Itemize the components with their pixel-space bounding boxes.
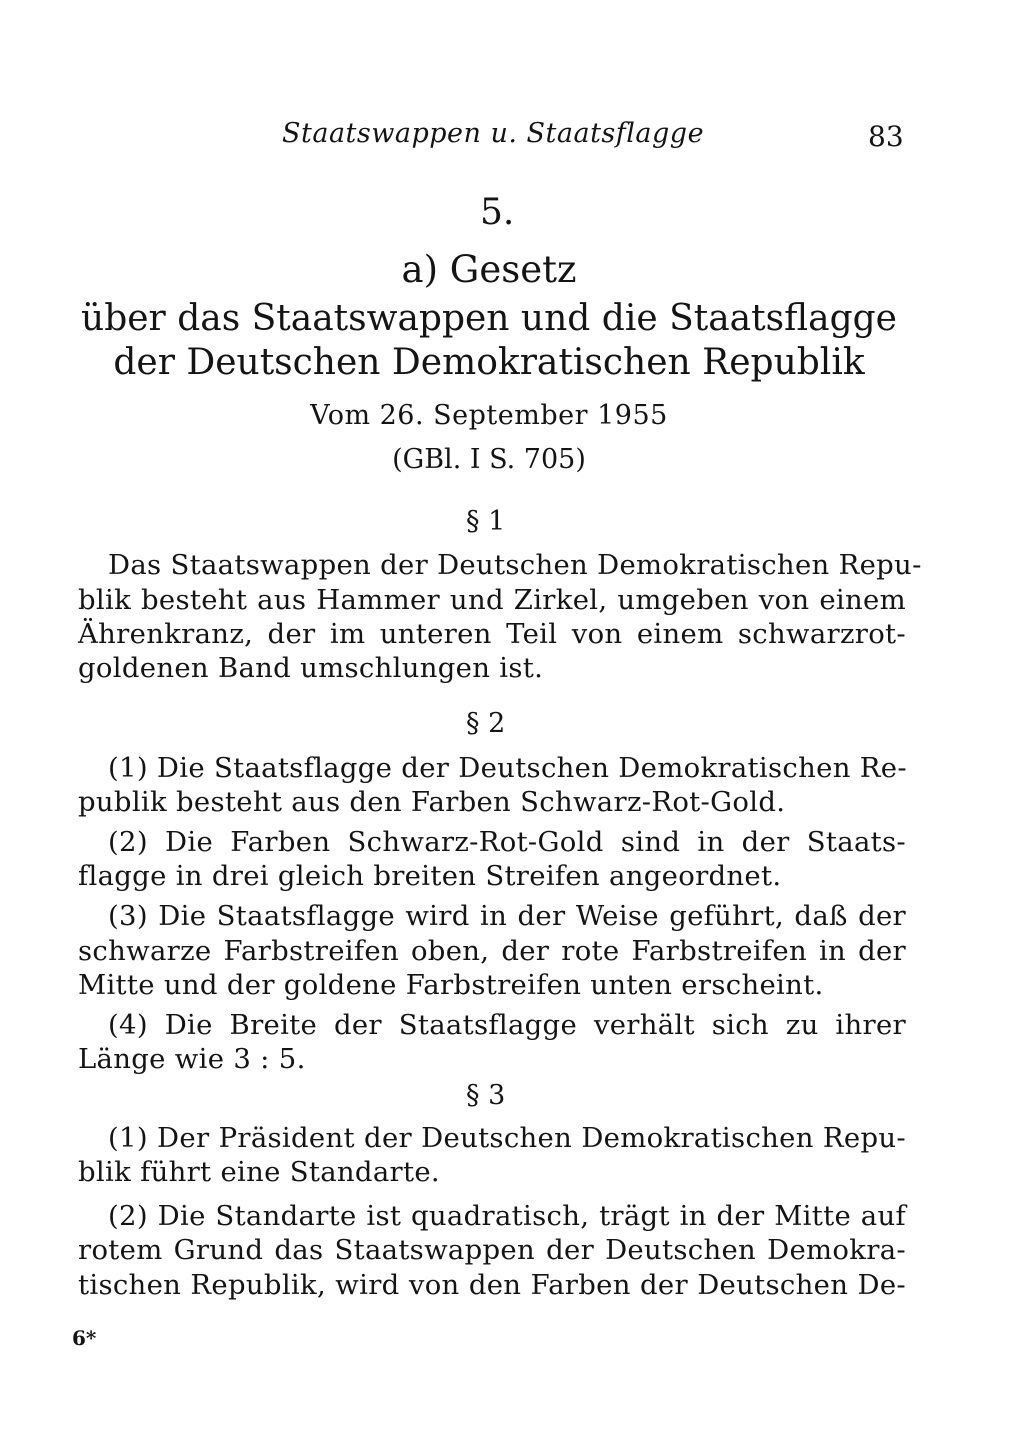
paragraph-heading-3: § 3 <box>466 1080 506 1111</box>
law-reference: (GBl. I S. 705) <box>392 444 586 475</box>
paragraph-2-line: (4) Die Breite der Staatsflagge verhält sich zu ihrer <box>108 1009 906 1041</box>
section-number: 5. <box>480 192 515 233</box>
paragraph-2-line: (1) Die Staatsflagge der Deutschen Demokratischen Re- <box>108 752 907 784</box>
paragraph-2-line: Länge wie 3 : 5. <box>78 1043 306 1075</box>
signature-mark: 6* <box>72 1326 97 1350</box>
paragraph-heading-1: § 1 <box>466 506 506 537</box>
paragraph-3-line: tischen Republik, wird von den Farben der Deutschen De- <box>78 1269 906 1301</box>
paragraph-3-line: (2) Die Standarte ist quadratisch, trägt in der Mitte auf <box>108 1200 906 1232</box>
paragraph-3-line: blik führt eine Standarte. <box>78 1156 440 1188</box>
paragraph-2-line: flagge in drei gleich breiten Streifen angeordnet. <box>78 860 782 892</box>
law-title-line-1: über das Staatswappen und die Staatsflagge <box>81 298 897 339</box>
paragraph-3-line: (1) Der Präsident der Deutschen Demokratischen Repu- <box>108 1122 906 1154</box>
paragraph-2-line: (3) Die Staatsflagge wird in der Weise geführt, daß der <box>108 900 906 932</box>
law-date: Vom 26. September 1955 <box>310 400 668 431</box>
paragraph-2-line: (2) Die Farben Schwarz-Rot-Gold sind in der Staats- <box>108 826 906 858</box>
paragraph-1-line: blik besteht aus Hammer und Zirkel, umgeben von einem <box>78 584 906 616</box>
paragraph-3-line: rotem Grund das Staatswappen der Deutschen Demokra- <box>78 1234 906 1266</box>
paragraph-1-line: Ährenkranz, der im unteren Teil von einem schwarzrot- <box>78 618 906 650</box>
paragraph-heading-2: § 2 <box>466 708 506 739</box>
page-number: 83 <box>868 120 904 153</box>
law-type-heading: a) Gesetz <box>401 248 577 291</box>
law-title-line-2: der Deutschen Demokratischen Republik <box>113 342 865 383</box>
paragraph-2-line: publik besteht aus den Farben Schwarz-Rot-Gold. <box>78 786 786 818</box>
paragraph-2-line: schwarze Farbstreifen oben, der rote Farbstreifen in der <box>78 935 906 967</box>
paragraph-1-line: goldenen Band umschlungen ist. <box>78 652 544 684</box>
paragraph-1-line: Das Staatswappen der Deutschen Demokratischen Repu- <box>108 549 922 581</box>
running-title: Staatswappen u. Staatsflagge <box>282 118 705 149</box>
paragraph-2-line: Mitte und der goldene Farbstreifen unten erscheint. <box>78 969 824 1001</box>
